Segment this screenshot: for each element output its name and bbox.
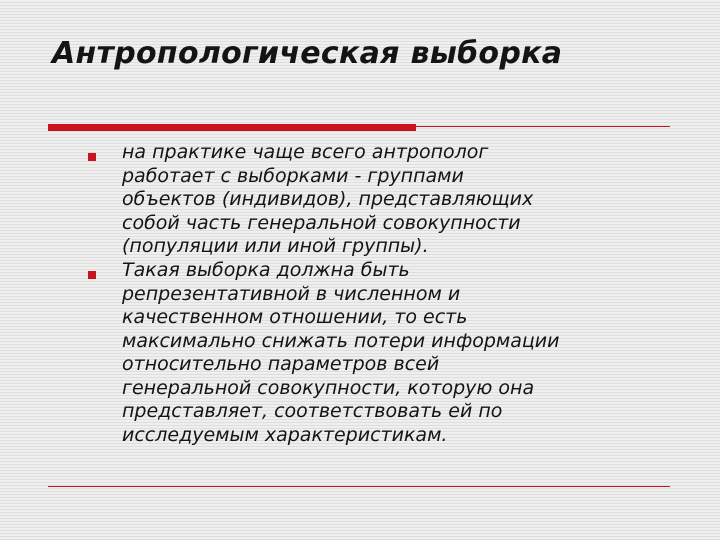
bullet-line: качественном отношении, то есть (122, 306, 468, 328)
bullet-line: собой часть генеральной совокупности (122, 211, 521, 234)
bullet-line: генеральной совокупности, которую она (122, 376, 535, 399)
bullet-line: объектов (индивидов), представляющих (122, 188, 534, 210)
bullet-square-icon (88, 271, 96, 279)
bullet-line: относительно параметров всей (122, 353, 440, 375)
bullet-line: работает с выборками - группами (122, 164, 464, 187)
bullet-text (122, 141, 682, 259)
title-underline-thin (416, 126, 670, 127)
footer-divider (48, 486, 670, 487)
bullet-text (122, 259, 682, 447)
slide-title: Антропологическая выборка (52, 36, 563, 71)
bullet-line: Такая выборка должна быть (122, 259, 410, 281)
bullet-square-icon (88, 153, 96, 161)
bullet-line: (популяции или иной группы). (122, 235, 429, 257)
bullet-line: максимально снижать потери информации (122, 329, 560, 352)
bullet-line: представляет, соответствовать ей по (122, 400, 503, 422)
bullet-line: на практике чаще всего антрополог (122, 141, 489, 163)
bullet-line: исследуемым характеристикам. (122, 423, 448, 446)
bullet-line: репрезентативной в численном и (122, 282, 461, 305)
title-underline-thick (48, 124, 416, 131)
